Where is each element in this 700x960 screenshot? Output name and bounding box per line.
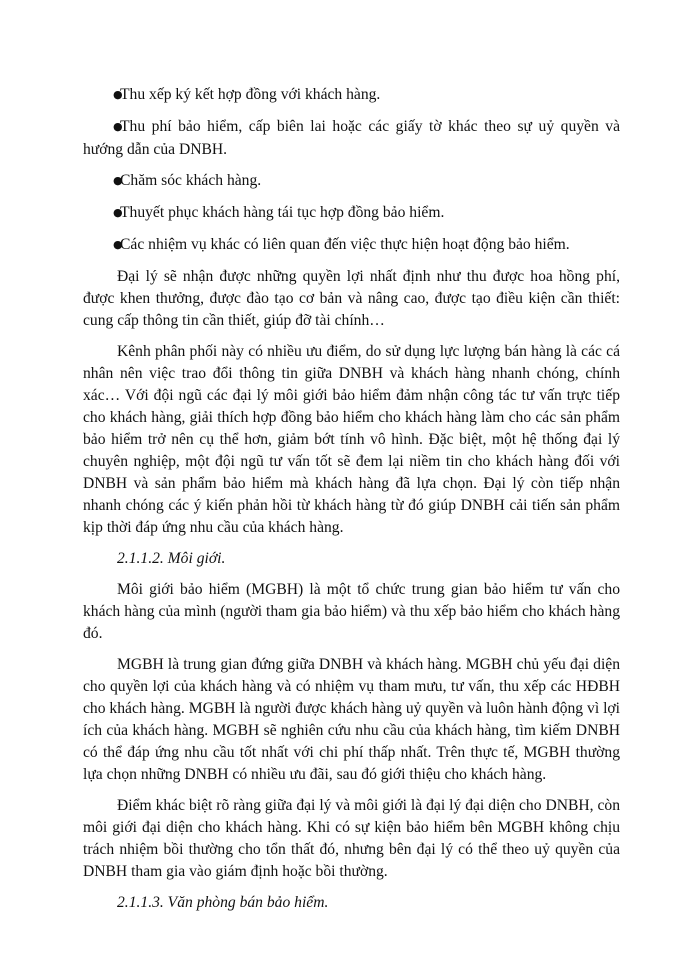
paragraph-broker-definition: Môi giới bảo hiểm (MGBH) là một tổ chức trung gian bảo hiểm tư vấn cho khách hàng của mình (người tham gia bảo hiểm) và thu xếp bảo hiểm cho khách hàng đó. [83,581,620,642]
paragraph-agent-benefits: Đại lý sẽ nhận được những quyền lợi nhất định như thu được hoa hồng phí, được khen thưởng, được đào tạo cơ bản và nâng cao, được tạo điều kiện cần thiết: cung cấp thông tin cần thiết, giúp đỡ tài chính… [83,268,620,329]
paragraph-broker-role: MGBH là trung gian đứng giữa DNBH và khách hàng. MGBH chủ yếu đại diện cho quyền lợi của khách hàng và có nhiệm vụ tham mưu, tư vấn, thu xếp các HĐBH cho khách hàng. MGBH là người được khách hàng uỷ quyền và luôn hành động vì lợi ích của khách hàng. MGBH sẽ nghiên cứu nhu cầu của khách hàng, tìm kiếm DNBH có thể đáp ứng nhu cầu tốt nhất với chi phí thấp nhất. Trên thực tế, MGBH thường lựa chọn những DNBH có nhiều ưu đãi, sau đó giới thiệu cho khách hàng. [83,656,620,783]
bullet-text: Thu xếp ký kết hợp đồng với khách hàng. [120,86,381,103]
bullet-text: Chăm sóc khách hàng. [120,172,262,189]
bullet-icon: ● [113,238,123,251]
paragraph-channel-advantages: Kênh phân phối này có nhiều ưu điểm, do sử dụng lực lượng bán hàng là các cá nhân nên việc trao đổi thông tin giữa DNBH và khách hàng nhanh chóng, chính xác… Với đội ngũ các đại lý môi giới bảo hiểm đảm nhận công tác tư vấn trực tiếp cho khách hàng, giải thích hợp đồng bảo hiểm cho khách hàng làm cho các sản phẩm bảo hiểm trở nên cụ thể hơn, giảm bớt tính vô hình. Đặc biệt, một hệ thống đại lý chuyên nghiệp, một đội ngũ tư vấn tốt sẽ đem lại niềm tin cho khách hàng đối với DNBH và sản phẩm bảo hiểm mà khách hàng đã lựa chọn. Đại lý còn tiếp nhận nhanh chóng các ý kiến phản hồi từ khách hàng từ đó giúp DNBH cải tiến sản phẩm kịp thời đáp ứng nhu cầu của khách hàng. [83,343,620,536]
bullet-icon: ● [113,120,123,133]
bullet-text: Thuyết phục khách hàng tái tục hợp đồng bảo hiểm. [120,204,445,221]
bullet-text: Các nhiệm vụ khác có liên quan đến việc thực hiện hoạt động bảo hiểm. [120,236,570,253]
bullet-text: Thu phí bảo hiểm, cấp biên lai hoặc các giấy tờ khác theo sự uỷ quyền và hướng dẫn của DNBH. [83,118,620,158]
bullet-item [83,116,620,161]
bullet-item [83,234,620,257]
bullet-item [83,170,620,193]
bullet-icon: ● [113,88,123,101]
bullet-icon: ● [113,174,123,187]
page-content [83,84,620,923]
section-heading-broker: 2.1.1.2. Môi giới. [117,550,226,567]
bullet-icon: ● [113,206,123,219]
bullet-item [83,84,620,107]
section-heading-sales-office: 2.1.1.3. Văn phòng bán bảo hiểm. [117,894,329,911]
bullet-item [83,202,620,225]
paragraph-agent-vs-broker: Điểm khác biệt rõ ràng giữa đại lý và môi giới là đại lý đại diện cho DNBH, còn môi giới đại diện cho khách hàng. Khi có sự kiện bảo hiểm bên MGBH không chịu trách nhiệm bồi thường cho tổn thất đó, nhưng bên đại lý có thể theo uỷ quyền của DNBH tham gia vào giám định hoặc bồi thường. [83,797,620,880]
